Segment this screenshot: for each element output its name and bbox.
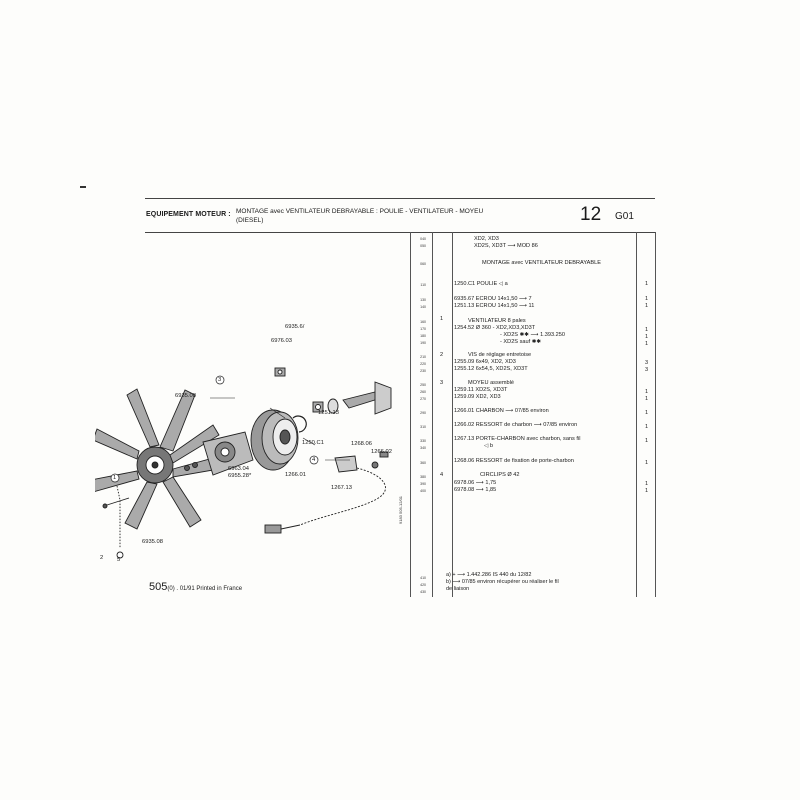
description-line-2: (DIESEL) <box>236 217 264 224</box>
callout-1: 1 <box>113 475 117 481</box>
footnotes <box>446 572 559 593</box>
label-6935-08-top: 6935.08 <box>175 393 196 399</box>
vertical-print-code: 9183 505-12/01 <box>398 495 403 524</box>
exploded-diagram <box>95 300 415 563</box>
table-rule <box>655 232 656 597</box>
label-1268-06: 1268.06 <box>351 441 372 447</box>
callout-5: 5 <box>117 557 121 563</box>
label-6935-6: 6935.6/ <box>285 324 305 330</box>
label-6963-04: 6963.04 <box>228 466 249 472</box>
table-rule <box>452 232 453 597</box>
diagram-drawing <box>95 300 415 560</box>
section-description <box>236 207 576 225</box>
callout-2: 2 <box>100 555 104 561</box>
page-code: 505 <box>149 581 168 593</box>
pulley <box>251 410 298 470</box>
label-1267-13: 1267.13 <box>331 485 352 491</box>
header-bottom-rule <box>145 232 655 233</box>
header-top-rule <box>145 198 655 199</box>
callout-3: 3 <box>218 377 222 383</box>
group-number: 12 <box>580 204 602 225</box>
print-info: (0) . 01/91 Printed in France <box>167 586 243 592</box>
footnote-a: a) + ⟶ 1.442.286 IS 440 du 12/82 <box>446 572 532 578</box>
callout-4: 4 <box>312 457 316 463</box>
footnote-b: b) ⟶ 07/85 environ récupérer ou réaliser le fil <box>446 579 559 585</box>
label-1266-01: 1266.01 <box>285 472 306 478</box>
footnote-b-continued: de liaison <box>446 586 470 592</box>
label-1250-c1: 1250.C1 <box>302 440 324 446</box>
table-rule <box>636 232 637 597</box>
label-6955-28: 6955.28* <box>228 473 252 479</box>
description-line-1: MONTAGE avec VENTILATEUR DEBRAYABLE : POULIE - VENTILATEUR - MOYEU <box>236 208 484 215</box>
section-title: EQUIPEMENT MOTEUR : <box>146 211 231 218</box>
label-6935-08-bottom: 6935.08 <box>142 539 163 545</box>
label-1266-02: 1266.02 <box>371 449 392 455</box>
fan <box>95 389 219 529</box>
note-row-number: 410 <box>420 576 426 580</box>
catalog-page: EQUIPEMENT MOTEUR : MONTAGE avec VENTILATEUR DEBRAYABLE : POULIE - VENTILATEUR - MOYEU (DIESEL) 12 G01 6935.6/ 6976.03 6935.08 1251.13 1250.C1 1268.06 1266.02 1266.01 1267.13 6963.04 6955.28* 6935.08 1 2 3 4 5 040 XD2, XD3 050 XD2S, XD3T ⟶ MOD 86 060 MONTAGE avec VENTILATEUR DEBRAYABLE 110 1250.C1 POULIE ◁ a 1 130 6935.67 ECROU 14x1,50 ⟶ 7 1 140 1251.13 ECROU 14x1,50 ⟶ 11 1 160 1 VENTILATEUR 8 pales 170 1254.52 Ø 360 - XD2,XD3,XD3T 1 180 - XD2S ✱✱ ⟶ 1.393.250 1 190 - XD2S sauf ✱✱ 1 210 2 VIS de réglage entretoise 220 1255.09 6x49, XD2, XD3 3 230 1255.12 6x54,5, XD2S, XD3T 3 250 3 MOYEU assemblé 260 1259.11 XD2S, XD3T 1 270 1259.09 XD2, XD3 1 290 1266.01 CHARBON ⟶ 07/85 environ 1 310 1266.02 RESSORT de charbon ⟶ 07/85 environ 1 330 1267.13 PORTE-CHARBON avec charbon, sans fil 1 340 ◁ b 360 1268.06 RESSORT de fixation de porte-charbon 1 380 4 CIRCLIPS Ø 42 390 6978.06 ⟶ 1,75 1 400 6978.08 ⟶ 1,85 1 410 420 430 a) + ⟶ 1.442.286 IS 440 du 12/82 b) ⟶ 07/85 environ récupérer ou réaliser le fil de liaison 9183 505-12/01 505(0) . 01/91 Printed in France <box>0 0 800 800</box>
page-footer <box>149 581 242 593</box>
label-1251-13: 1251.13 <box>318 410 339 416</box>
label-6976-03: 6976.03 <box>271 338 292 344</box>
note-row-number: 430 <box>420 590 426 594</box>
group-code: G01 <box>615 211 634 222</box>
note-row-number: 420 <box>420 583 426 587</box>
margin-mark <box>80 186 86 188</box>
table-rule <box>432 232 433 597</box>
